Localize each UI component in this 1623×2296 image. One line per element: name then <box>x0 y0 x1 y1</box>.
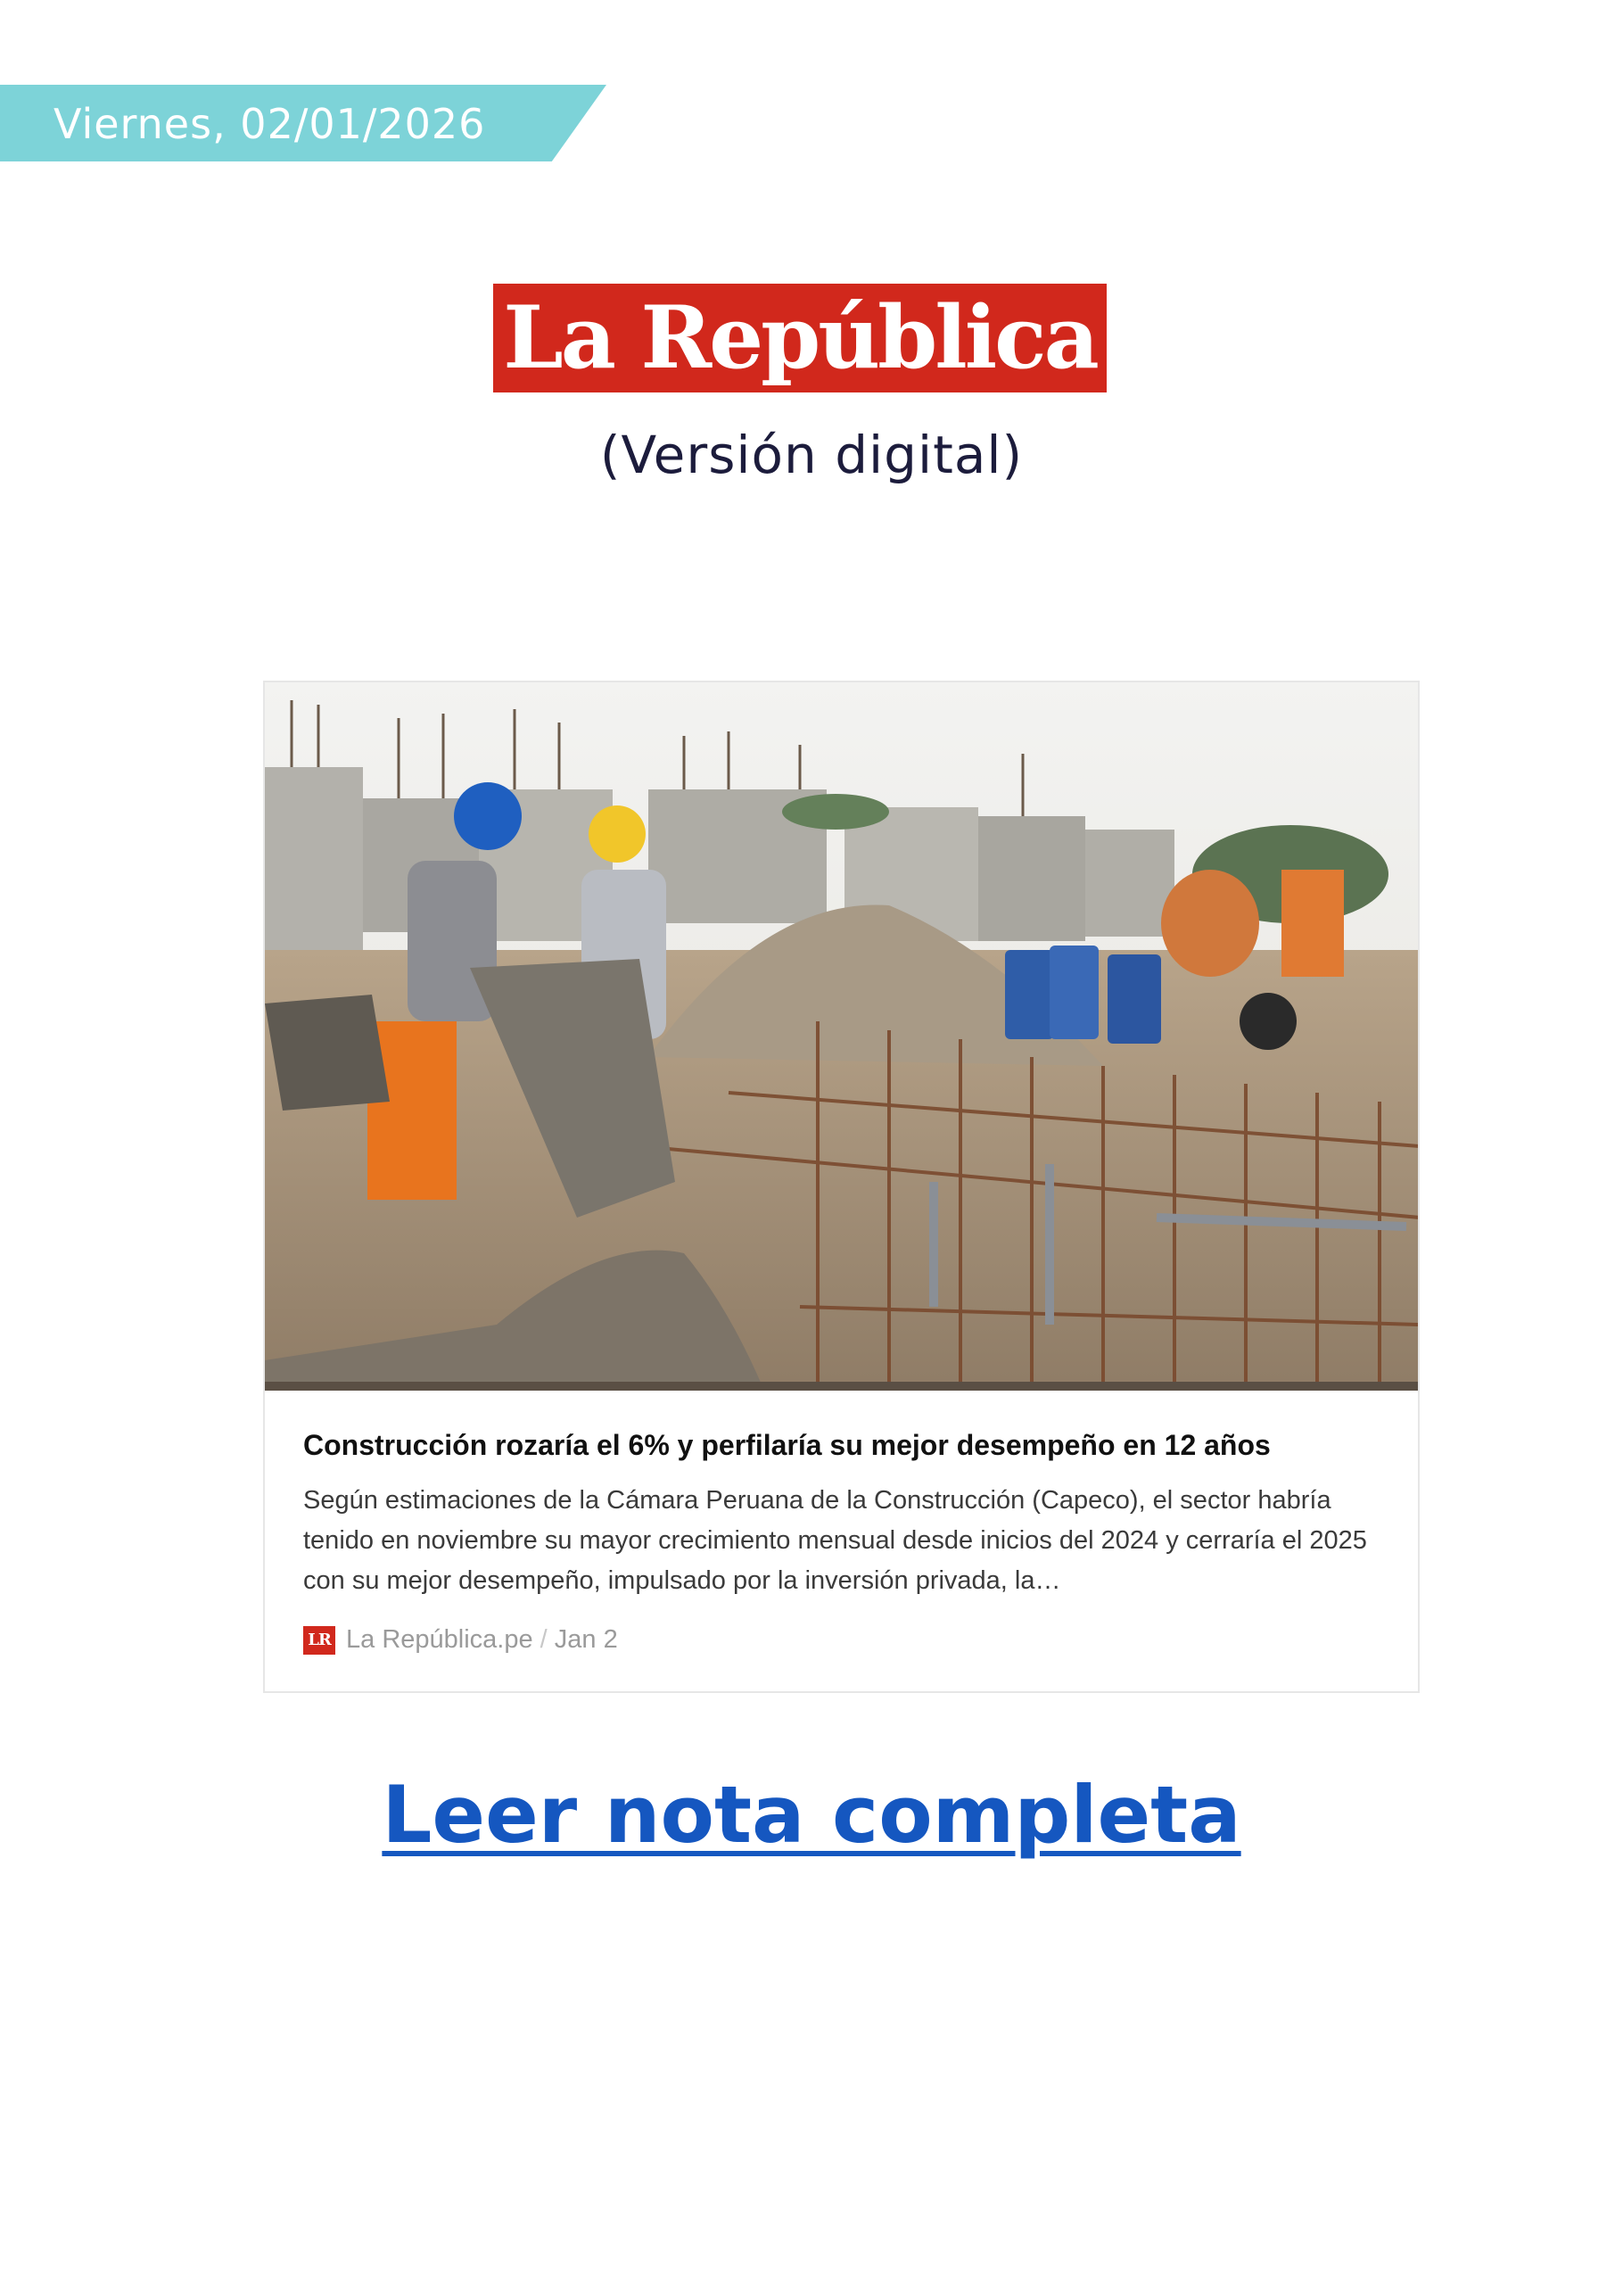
edition-subtitle: (Versión digital) <box>599 425 1024 485</box>
article-card[interactable] <box>263 681 1420 1693</box>
article-source <box>303 1622 618 1657</box>
date-text: Viernes, 02/01/2026 <box>54 100 486 148</box>
source-name: La República.pe <box>346 1625 533 1654</box>
source-date: Jan 2 <box>554 1625 618 1654</box>
article-headline[interactable]: Construcción rozaría el 6% y perfilaría su mejor desempeño en 12 años <box>303 1429 1271 1461</box>
la-republica-favicon-icon: LR <box>303 1626 335 1655</box>
la-republica-logo: La República <box>493 284 1107 392</box>
read-full-article-link[interactable]: Leer nota completa <box>382 1769 1241 1861</box>
article-summary: Según estimaciones de la Cámara Peruana de la Construcción (Capeco), el sector habría tenido en noviembre su mayor crecimiento mensual desde inicios del 2024 y cerraría el 2025 con su mejor desempeño, impulsado por la inversión privada, la… <box>303 1486 1367 1595</box>
article-photo[interactable] <box>265 682 1420 1391</box>
source-separator: / <box>540 1625 548 1654</box>
